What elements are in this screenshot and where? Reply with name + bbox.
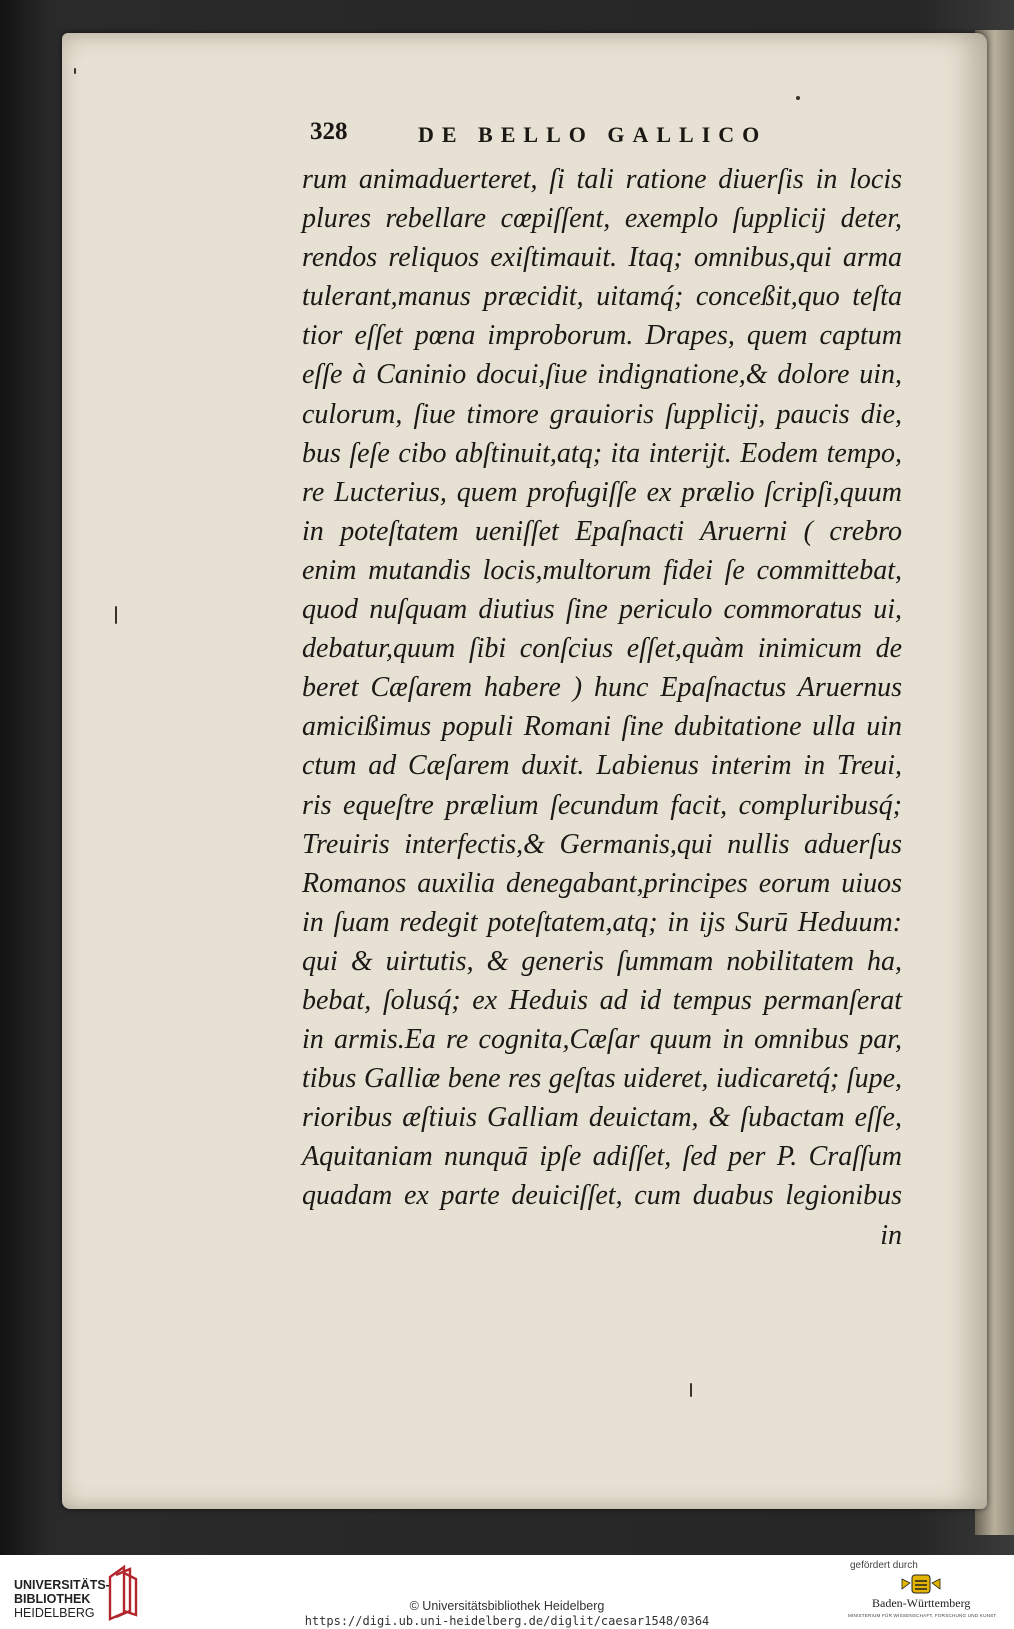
text-line: in armis.Ea re cognita,Cæſar quum in omnibus par, — [302, 1024, 902, 1056]
permalink[interactable]: https://digi.ub.uni-heidelberg.de/diglit/caesar1548/0364 — [304, 1614, 710, 1628]
text-line: rendos reliquos exiſtimauit. Itaq; omnibus,qui arma — [302, 242, 902, 274]
text-line: tibus Galliæ bene res geſtas uideret, iudicaretq́; ſupe, — [302, 1063, 902, 1095]
page-number: 328 — [310, 118, 348, 145]
paper-speck — [74, 68, 76, 74]
text-line: eſſe à Caninio docui,ſiue indignatione,& dolore uin, — [302, 359, 902, 391]
text-line: in poteſtatem ueniſſet Epaſnacti Aruerni ( crebro — [302, 515, 902, 547]
text-line: Treuiris interfectis,& Germanis,qui nullis aduerſus — [302, 828, 902, 860]
funding-label: gefördert durch — [850, 1560, 918, 1571]
text-line: plures rebellare cœpiſſent, exemplo ſupplicij deter, — [302, 203, 902, 235]
funder-ministry: MINISTERIUM FÜR WISSENSCHAFT, FORSCHUNG UND KUNST — [848, 1613, 997, 1618]
viewer-footer — [0, 1555, 1014, 1629]
funder-name: Baden-Württemberg — [872, 1596, 971, 1610]
text-line: bus ſeſe cibo abſtinuit,atq; ita interijt. Eodem tempo, — [302, 437, 902, 469]
text-line: rioribus æſtiuis Galliam deuictam, & ſubactam eſſe, — [302, 1102, 902, 1134]
text-line: Romanos auxilia denegabant,principes eorum uiuos — [302, 867, 902, 899]
text-line: Aquitaniam nunquā ipſe adiſſet, ſed per P. Craſſum — [302, 1141, 902, 1173]
text-line: ctum ad Cæſarem duxit. Labienus interim in Treui, — [302, 750, 902, 782]
paper-speck — [115, 606, 117, 624]
text-line: enim mutandis locis,multorum fidei ſe committebat, — [302, 554, 902, 586]
text-line: rum animaduerteret, ſi tali ratione diuerſis in locis — [302, 164, 902, 195]
body-text — [302, 160, 902, 1255]
text-line: in ſuam redegit poteſtatem,atq; in ijs Surū Heduum: — [302, 906, 902, 938]
text-line: qui & uirtutis, & generis ſummam nobilitatem ha, — [302, 945, 902, 977]
copyright-notice: © Universitätsbibliothek Heidelberg — [409, 1599, 605, 1613]
library-name-line3: HEIDELBERG — [14, 1606, 95, 1620]
text-line: culorum, ſiue timore grauioris ſupplicij, paucis die, — [302, 398, 902, 430]
library-name-line1: UNIVERSITÄTS- — [14, 1578, 110, 1592]
catchword: in — [880, 1219, 902, 1251]
text-line: beret Cæſarem habere ) hunc Epaſnactus Aruernus — [302, 672, 902, 704]
state-crest-icon — [900, 1573, 942, 1595]
library-name-line2: BIBLIOTHEK — [14, 1592, 91, 1606]
text-line: debatur,quum ſibi conſcius eſſet,quàm inimicum de — [302, 633, 902, 665]
paper-speck — [690, 1383, 692, 1397]
text-line: tulerant,manus præcidit, uitamq́; conceßit,quo teſta — [302, 281, 902, 313]
text-line: amicißimus populi Romani ſine dubitatione ulla uin — [302, 711, 902, 743]
page-header — [310, 118, 830, 150]
text-line: re Lucterius, quem profugiſſe ex prælio ſcripſi,quum — [302, 476, 902, 508]
text-line: quod nuſquam diutius ſine periculo commoratus ui, — [302, 594, 902, 626]
paper-speck — [796, 96, 800, 100]
running-title: DE BELLO GALLICO — [418, 122, 768, 147]
text-line: tior eſſet pœna improborum. Drapes, quem captum — [302, 320, 902, 352]
text-line: bebat, ſolusq́; ex Heduis ad id tempus permanſerat — [302, 984, 902, 1016]
text-line: quadam ex parte deuiciſſet, cum duabus legionibus — [302, 1180, 902, 1212]
text-line: ris equeſtre prælium ſecundum facit, compluribusq́; — [302, 789, 902, 821]
